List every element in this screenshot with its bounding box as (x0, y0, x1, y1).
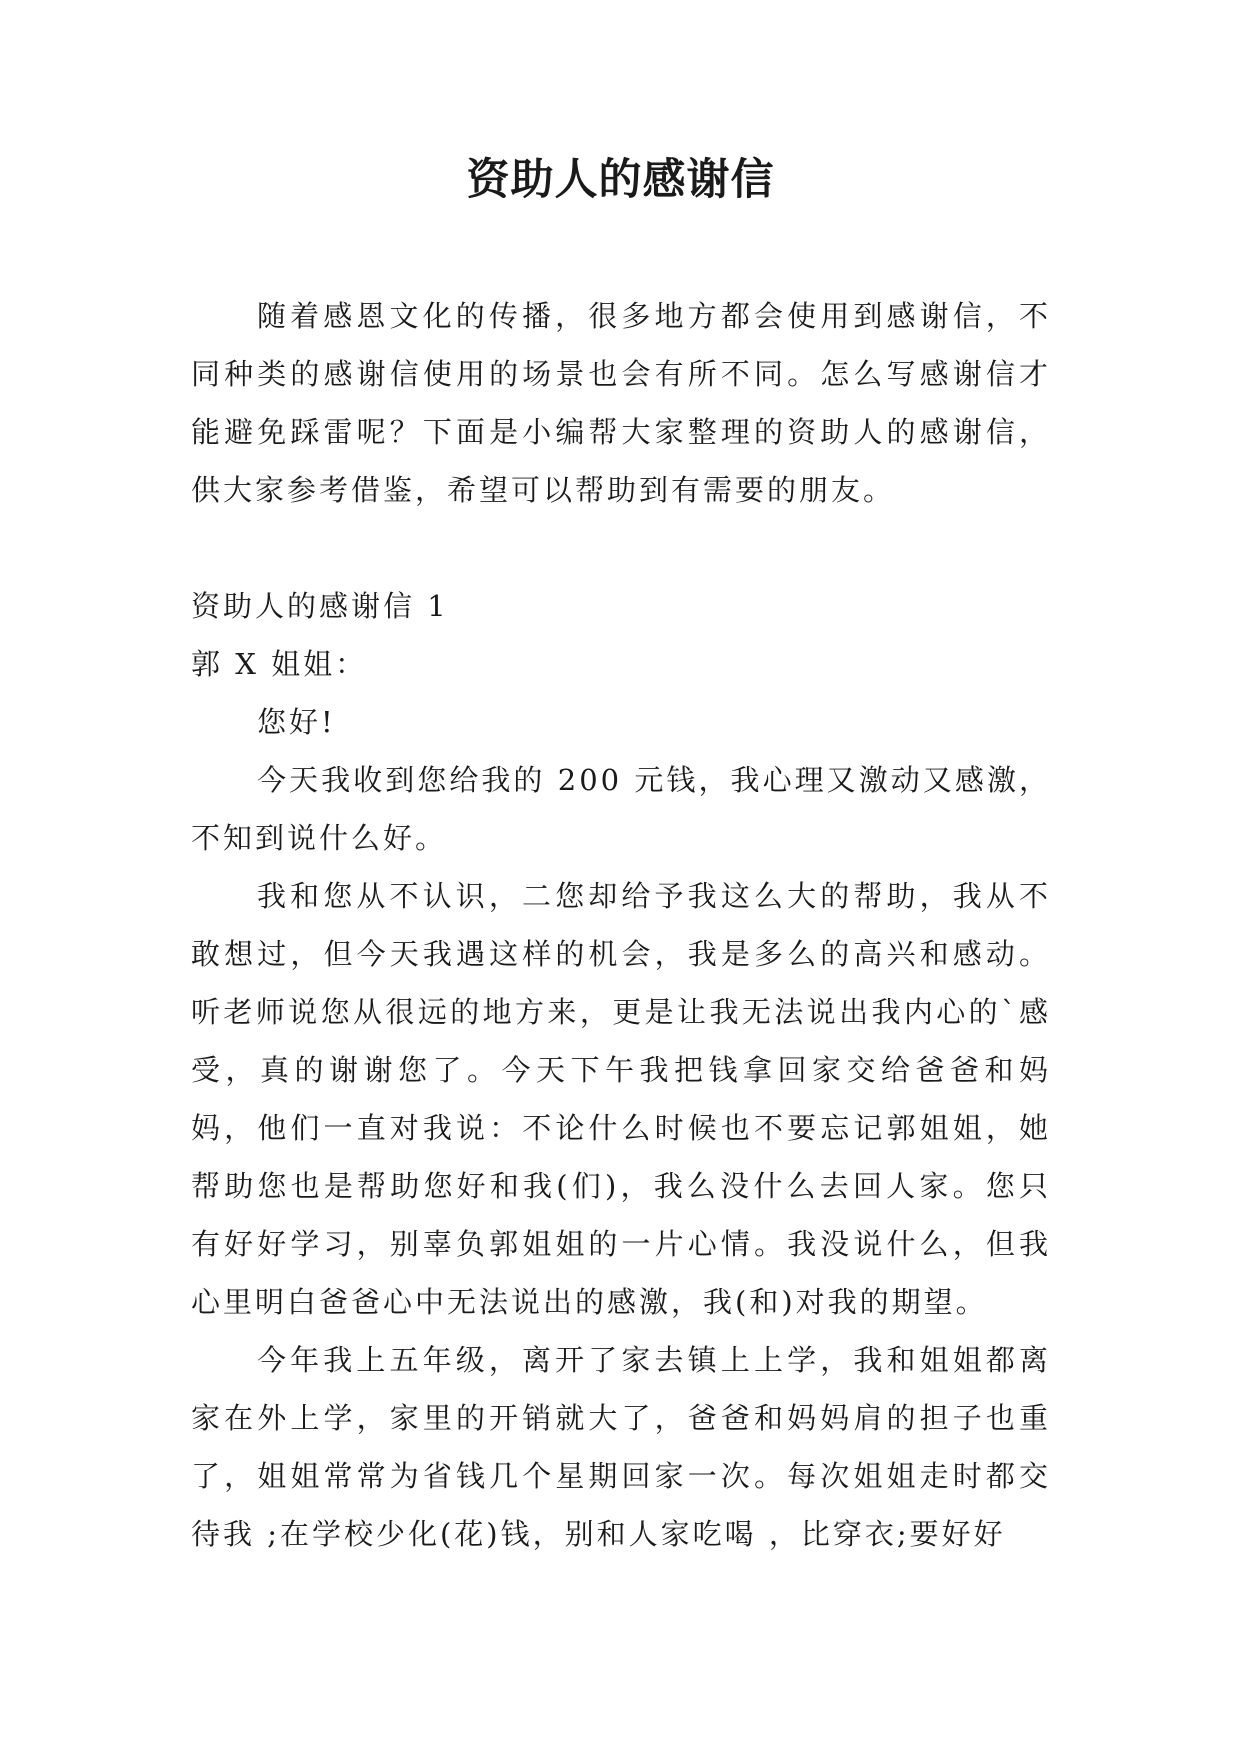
document-title: 资助人的感谢信 (466, 155, 775, 205)
letter-greeting: 您好! (257, 705, 336, 739)
letter-salutation: 郭 X 姐姐： (191, 647, 368, 681)
letter-paragraph-2: 我和您从不认识，二您却给予我这么大的帮助，我从不敢想过，但今天我遇这样的机会，我是多么的高兴和感动。听老师说您从很远的地方来，更是让我无法说出我内心的`感受，真的谢谢您了。今天下午我把钱拿回家交给爸爸和妈妈，他们一直对我说：不论什么时候也不要忘记郭姐姐，她帮助您也是帮助您好和我(们)，我么没什么去回人家。您只有好好学习，别辜负郭姐姐的一片心情。我没说什么，但我心里明白爸爸心中无法说出的感激，我(和)对我的期望。 (191, 879, 1051, 1319)
document-body (191, 287, 1051, 1563)
letter-paragraph-3: 今年我上五年级，离开了家去镇上上学，我和姐姐都离家在外上学，家里的开销就大了，爸爸和妈妈肩的担子也重了，姐姐常常为省钱几个星期回家一次。每次姐姐走时都交待我 ;在学校少化(花)钱，别和人家吃喝 ，比穿衣;要好好 (191, 1343, 1051, 1551)
intro-paragraph: 随着感恩文化的传播，很多地方都会使用到感谢信，不同种类的感谢信使用的场景也会有所不同。怎么写感谢信才能避免踩雷呢？下面是小编帮大家整理的资助人的感谢信，供大家参考借鉴，希望可以帮助到有需要的朋友。 (191, 299, 1051, 507)
letter-heading: 资助人的感谢信 1 (191, 589, 449, 623)
letter-paragraph-1: 今天我收到您给我的 200 元钱，我心理又激动又感激，不知到说什么好。 (191, 763, 1051, 855)
